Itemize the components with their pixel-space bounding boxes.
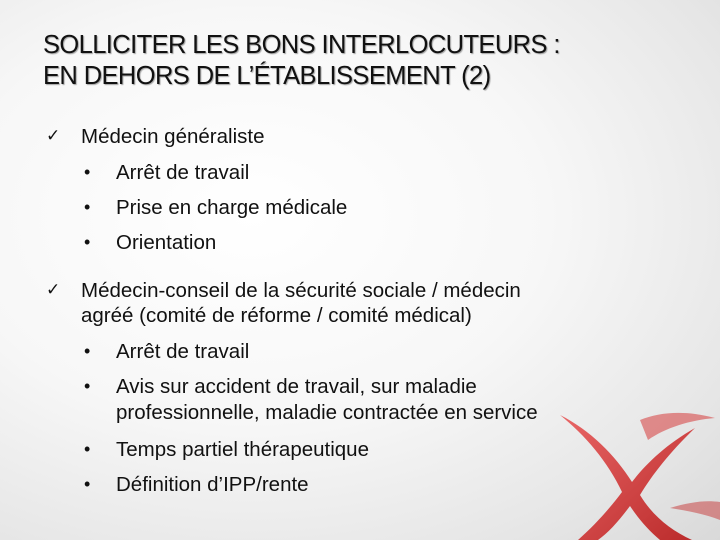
list-item: Orientation <box>116 231 217 254</box>
list-item: Définition d’IPP/rente <box>116 473 309 496</box>
bullet-icon: • <box>84 376 91 396</box>
checkmark-icon: ✓ <box>46 280 61 300</box>
section-heading: Médecin généraliste <box>81 125 265 148</box>
slide-title-line-1: SOLLICITER LES BONS INTERLOCUTEURS : <box>43 31 560 59</box>
list-item: Temps partiel thérapeutique <box>116 438 369 461</box>
list-item: Prise en charge médicale <box>116 196 348 219</box>
section-heading-continuation: agréé (comité de réforme / comité médical) <box>81 304 472 327</box>
bullet-icon: • <box>84 341 91 361</box>
list-item: Arrêt de travail <box>116 340 250 363</box>
bullet-icon: • <box>84 197 91 217</box>
list-item: Avis sur accident de travail, sur maladie <box>116 375 477 398</box>
bullet-icon: • <box>84 232 91 252</box>
bullet-icon: • <box>84 474 91 494</box>
bullet-icon: • <box>84 162 91 182</box>
checkmark-icon: ✓ <box>46 126 61 146</box>
slide-title-line-2: EN DEHORS DE L’ÉTABLISSEMENT (2) <box>43 62 491 90</box>
list-item-continuation: professionnelle, maladie contractée en service <box>116 401 538 424</box>
x-logo-icon <box>520 390 720 540</box>
section-heading: Médecin-conseil de la sécurité sociale / médecin <box>81 279 521 302</box>
list-item: Arrêt de travail <box>116 161 250 184</box>
bullet-icon: • <box>84 439 91 459</box>
